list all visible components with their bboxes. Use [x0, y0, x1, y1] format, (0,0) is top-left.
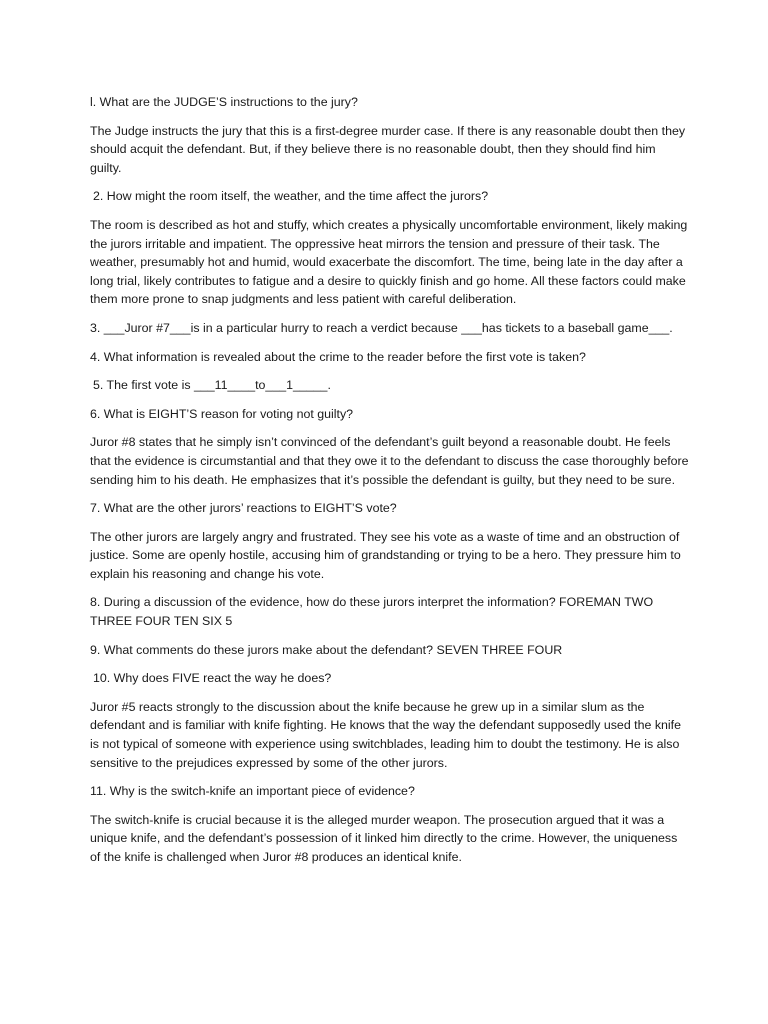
answer-11: The switch-knife is crucial because it is the alleged murder weapon. The prosecution argued that it was a unique knife, and the defendant’s possession of it linked him directly to the crime. However, the uniqueness of the knife is challenged when Juror #8 produces an identical knife.: [90, 812, 678, 864]
question-5: 5. The first vote is ___11____to___1_____.: [93, 378, 331, 393]
question-8: 8. During a discussion of the evidence, how do these jurors interpret the information? FOREMAN TWO THREE FOUR TEN SIX 5: [90, 595, 654, 629]
question-2: 2. How might the room itself, the weather, and the time affect the jurors?: [93, 189, 489, 204]
question-11: 11. Why is the switch-knife an important piece of evidence?: [90, 784, 415, 799]
question-6: 6. What is EIGHT’S reason for voting not guilty?: [90, 406, 354, 421]
question-4: 4. What information is revealed about the crime to the reader before the first vote is taken?: [90, 349, 586, 364]
answer-10: Juror #5 reacts strongly to the discussion about the knife because he grew up in a similar slum as the defendant and is familiar with knife fighting. He knows that the way the defendant supposedly used the knife is not typical of someone with experience using switchblades, leading him to doubt the testimony. He is also sensitive to the prejudices expressed by some of the other jurors.: [90, 699, 681, 770]
document-page: [90, 93, 690, 877]
answer-1: The Judge instructs the jury that this is a first-degree murder case. If there is any reasonable doubt then they should acquit the defendant. But, if they believe there is no reasonable doubt, then they should find him guilty.: [90, 123, 686, 175]
answer-6: Juror #8 states that he simply isn’t convinced of the defendant’s guilt beyond a reasonable doubt. He feels that the evidence is circumstantial and that they owe it to the defendant to discuss the case thoroughly before sending him to his death. He emphasizes that it’s possible the defendant is guilty, but they need to be sure.: [90, 435, 689, 487]
question-3: 3. ___Juror #7___is in a particular hurry to reach a verdict because ___has tickets to a baseball game___.: [90, 320, 673, 335]
question-7: 7. What are the other jurors’ reactions to EIGHT’S vote?: [90, 501, 397, 516]
question-1: l. What are the JUDGE’S instructions to the jury?: [90, 95, 358, 109]
question-10: 10. Why does FIVE react the way he does?: [93, 671, 332, 686]
answer-7: The other jurors are largely angry and frustrated. They see his vote as a waste of time and an obstruction of justice. Some are openly hostile, accusing him of grandstanding or trying to be a hero. They pressure him to explain his reasoning and change his vote.: [90, 529, 681, 581]
answer-2: The room is described as hot and stuffy, which creates a physically uncomfortable environment, likely making the jurors irritable and impatient. The oppressive heat mirrors the tension and pressure of their task. The weather, presumably hot and humid, would exacerbate the discomfort. The time, being late in the day after a long trial, likely contributes to fatigue and a desire to quickly finish and go home. All these factors could make them more prone to snap judgments and less patient with careful deliberation.: [90, 217, 688, 307]
question-9: 9. What comments do these jurors make about the defendant? SEVEN THREE FOUR: [90, 642, 563, 657]
